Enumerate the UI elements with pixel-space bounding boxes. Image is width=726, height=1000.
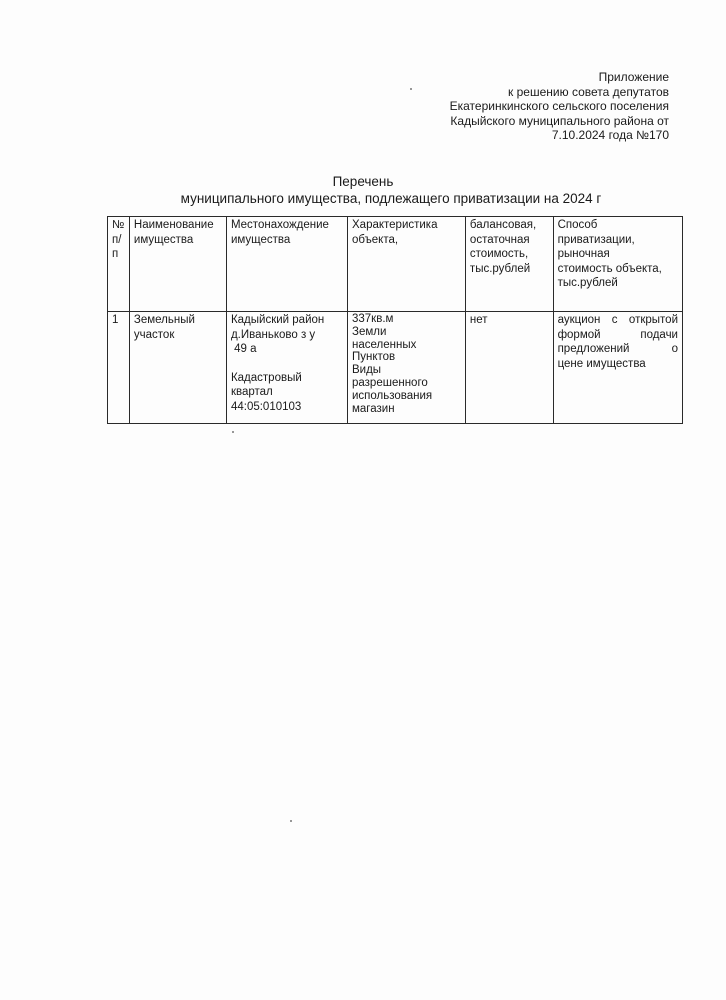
cell-text: формой подачи <box>557 328 678 341</box>
header-text: балансовая, <box>469 219 537 231</box>
appendix-line: Кадыйского муниципального района от <box>450 113 669 128</box>
header-text: № <box>112 219 125 231</box>
cell-method <box>553 312 682 424</box>
header-text: имущества <box>230 233 291 246</box>
spacer <box>231 357 343 371</box>
cell-text: Земли <box>352 325 387 338</box>
cell-text: Виды <box>352 364 382 377</box>
cell-text: предложений о <box>557 343 678 355</box>
table-header-row <box>108 217 683 312</box>
header-balance <box>465 217 553 312</box>
cell-text: Кадыйский район <box>230 314 325 326</box>
header-characteristics <box>348 217 466 312</box>
header-name <box>129 217 226 312</box>
cell-text: квартал <box>230 386 273 398</box>
header-text: стоимость объекта, <box>557 262 662 275</box>
cell-text: аукцион с открытой <box>557 314 678 326</box>
header-text: Наименование <box>133 219 214 231</box>
scan-speck <box>410 88 412 90</box>
header-location <box>226 217 347 312</box>
appendix-block <box>450 70 669 143</box>
cell-text: 49 а <box>230 343 257 355</box>
appendix-line: Екатеринкинского сельского поселения <box>449 99 669 114</box>
header-text: Характеристика <box>352 219 438 231</box>
cell-num: 1 <box>108 312 130 424</box>
cell-text: населенных <box>352 338 417 351</box>
header-text: тыс.рублей <box>557 277 618 289</box>
cell-text: д.Иваньково з у <box>230 328 316 341</box>
header-text: п/ <box>112 233 122 246</box>
scan-speck <box>290 820 292 822</box>
cell-characteristics <box>348 312 466 424</box>
cell-text: 337кв.м <box>352 313 394 325</box>
table-row <box>108 312 683 424</box>
cell-text: 44:05:010103 <box>230 400 302 413</box>
title-line-1: Перечень <box>332 174 394 189</box>
cell-location <box>226 312 347 424</box>
header-text: п <box>112 248 119 260</box>
header-text: приватизации, <box>557 233 635 246</box>
cell-text: Земельный <box>133 314 195 326</box>
appendix-line: Приложение <box>598 70 669 84</box>
header-num <box>108 217 130 312</box>
header-text: Способ <box>557 219 598 231</box>
cell-name <box>129 312 226 424</box>
property-table <box>107 216 683 424</box>
header-text: тыс.рублей <box>469 262 531 275</box>
cell-text: Кадастровый <box>230 371 302 384</box>
cell-text: Пунктов <box>352 351 396 364</box>
appendix-line: к решению совета депутатов <box>508 84 669 99</box>
cell-text: цене имущества <box>557 357 646 370</box>
cell-text: магазин <box>352 402 395 415</box>
cell-text: разрешенного <box>352 376 428 389</box>
cell-text: участок <box>133 328 175 341</box>
header-text: имущества <box>133 233 194 246</box>
header-text: стоимость, <box>469 248 529 260</box>
appendix-line: 7.10.2024 года №170 <box>551 128 669 143</box>
cell-balance: нет <box>465 312 553 424</box>
scan-speck <box>232 431 234 433</box>
header-text: Местонахождение <box>230 219 329 231</box>
cell-text: использования <box>352 389 433 402</box>
header-text: объекта, <box>352 233 399 246</box>
header-text: рыночная <box>557 248 610 260</box>
title-line-2: муниципального имущества, подлежащего приватизации на 2024 г <box>180 191 602 206</box>
header-text: остаточная <box>469 233 530 246</box>
header-method <box>553 217 682 312</box>
document-title <box>0 173 726 207</box>
